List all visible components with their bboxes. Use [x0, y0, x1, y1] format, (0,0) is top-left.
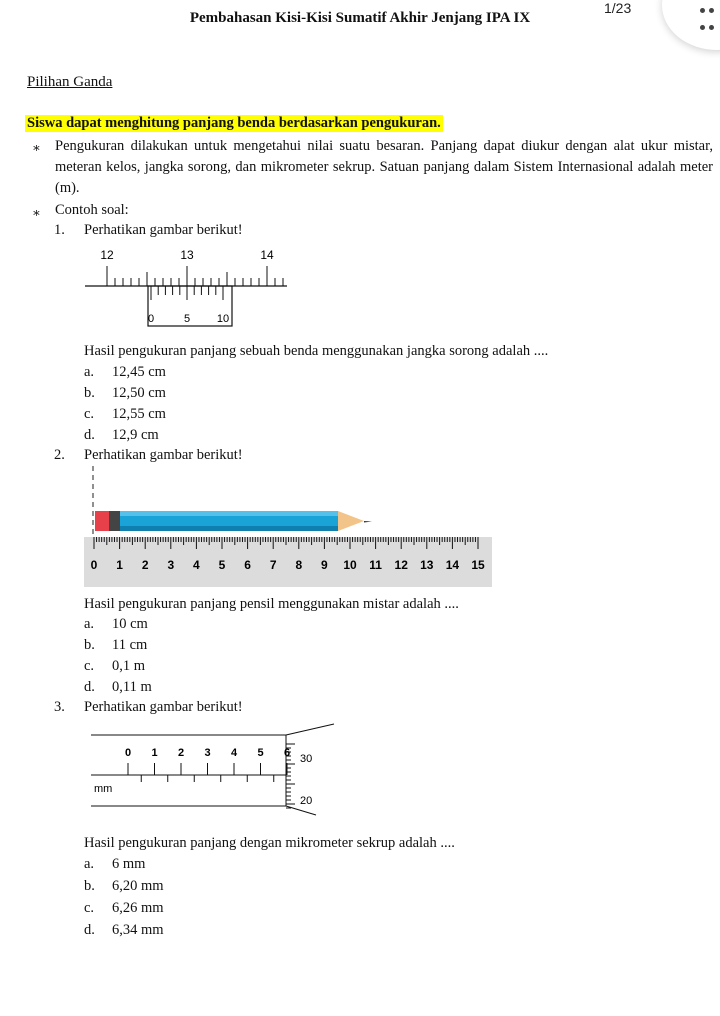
- question-number: 1.: [54, 222, 65, 238]
- option-letter: b.: [84, 637, 95, 653]
- ruler-label: 8: [295, 558, 303, 572]
- vernier-label: 5: [183, 313, 191, 325]
- sleeve-label: 2: [177, 747, 185, 759]
- vernier-caliper-figure: [80, 242, 295, 332]
- ruler-label: 3: [167, 558, 175, 572]
- option-b: 12,50 cm: [112, 385, 166, 401]
- bullet-marker: ∗: [32, 140, 41, 155]
- ruler-label: 12: [394, 558, 408, 572]
- question-prompt: Perhatikan gambar berikut!: [84, 447, 243, 463]
- question-prompt: Perhatikan gambar berikut!: [84, 699, 243, 715]
- question-prompt: Perhatikan gambar berikut!: [84, 222, 243, 238]
- question-number: 3.: [54, 699, 65, 715]
- option-letter: d.: [84, 679, 95, 695]
- option-letter: c.: [84, 900, 95, 916]
- intro-paragraph: Pengukuran dilakukan untuk mengetahui nilai suatu besaran. Panjang dapat diukur dengan alat ukur mistar, meteran kelos, jangka sorong, dan mikrometer sekrup. Satuan panjang dalam Sistem Internasional adalah meter (m).: [55, 138, 713, 196]
- thimble-label: 30: [300, 753, 313, 765]
- option-letter: c.: [84, 658, 95, 674]
- main-scale-ticks: [107, 266, 283, 286]
- pencil-tip: [364, 521, 372, 523]
- option-letter: b.: [84, 385, 95, 401]
- option-c: 6,26 mm: [112, 900, 164, 916]
- option-letter: d.: [84, 427, 95, 443]
- indicator-highlight: Siswa dapat menghitung panjang benda berdasarkan pengukuran.: [27, 115, 441, 131]
- sleeve-labels: [125, 747, 290, 759]
- grid-menu-icon[interactable]: [698, 2, 718, 36]
- ruler-label: 7: [269, 558, 277, 572]
- option-letter: a.: [84, 364, 95, 380]
- thimble-label: 20: [300, 795, 313, 807]
- option-a: 6 mm: [112, 856, 146, 872]
- option-c: 0,1 m: [112, 658, 146, 674]
- main-scale-label: 14: [260, 248, 274, 262]
- question-number: 2.: [54, 447, 65, 463]
- ruler-label: 11: [369, 558, 382, 572]
- question-text: Hasil pengukuran panjang dengan mikrometer sekrup adalah ....: [84, 835, 455, 851]
- micrometer-figure: [86, 718, 341, 818]
- option-c: 12,55 cm: [112, 406, 166, 422]
- option-a: 12,45 cm: [112, 364, 166, 380]
- option-d: 0,11 m: [112, 679, 152, 695]
- vernier-scale-ticks: [151, 286, 223, 300]
- ruler-label: 0: [90, 558, 98, 572]
- option-b: 6,20 mm: [112, 878, 164, 894]
- pencil-wood: [338, 511, 364, 531]
- unit-label: mm: [94, 783, 113, 795]
- sleeve-label: 0: [124, 747, 132, 759]
- sleeve-label: 5: [257, 747, 264, 759]
- sleeve-label: 4: [230, 747, 238, 759]
- option-letter: a.: [84, 616, 95, 632]
- pencil-eraser: [95, 511, 111, 531]
- sleeve-label: 3: [204, 747, 211, 759]
- pencil-ruler-figure: [84, 462, 494, 590]
- ruler-label: 14: [445, 558, 460, 572]
- option-letter: b.: [84, 878, 95, 894]
- ruler-label: 15: [471, 558, 485, 572]
- option-d: 12,9 cm: [112, 427, 159, 443]
- sleeve-label: 1: [151, 747, 158, 759]
- bullet-marker: ∗: [32, 205, 41, 220]
- ruler-label: 2: [141, 558, 149, 572]
- question-text: Hasil pengukuran panjang sebuah benda menggunakan jangka sorong adalah ....: [84, 343, 549, 359]
- section-title: Pilihan Ganda: [27, 74, 113, 90]
- ruler-label: 5: [218, 558, 226, 572]
- main-scale-label: 13: [180, 248, 194, 262]
- example-label: Contoh soal:: [55, 202, 129, 218]
- option-d: 6,34 mm: [112, 922, 164, 938]
- option-b: 11 cm: [112, 637, 148, 653]
- document-title: Pembahasan Kisi-Kisi Sumatif Akhir Jenjang IPA IX: [189, 10, 531, 26]
- vernier-label: 10: [216, 313, 230, 325]
- ruler-label: 13: [420, 558, 434, 572]
- ruler-label: 9: [321, 558, 328, 572]
- option-letter: a.: [84, 856, 95, 872]
- option-letter: d.: [84, 922, 95, 938]
- option-a: 10 cm: [112, 616, 148, 632]
- sleeve-label: 6: [283, 747, 291, 759]
- ruler-label: 4: [193, 558, 200, 572]
- pencil-ferrule: [109, 511, 120, 531]
- main-scale-label: 12: [100, 248, 114, 262]
- page-indicator: 1/23: [604, 0, 632, 16]
- question-text: Hasil pengukuran panjang pensil menggunakan mistar adalah ....: [84, 596, 459, 612]
- ruler-label: 10: [343, 558, 357, 572]
- sleeve-ticks: [128, 763, 287, 782]
- option-letter: c.: [84, 406, 95, 422]
- ruler-label: 1: [116, 558, 123, 572]
- vernier-label: 0: [147, 313, 155, 325]
- ruler-label: 6: [244, 558, 251, 572]
